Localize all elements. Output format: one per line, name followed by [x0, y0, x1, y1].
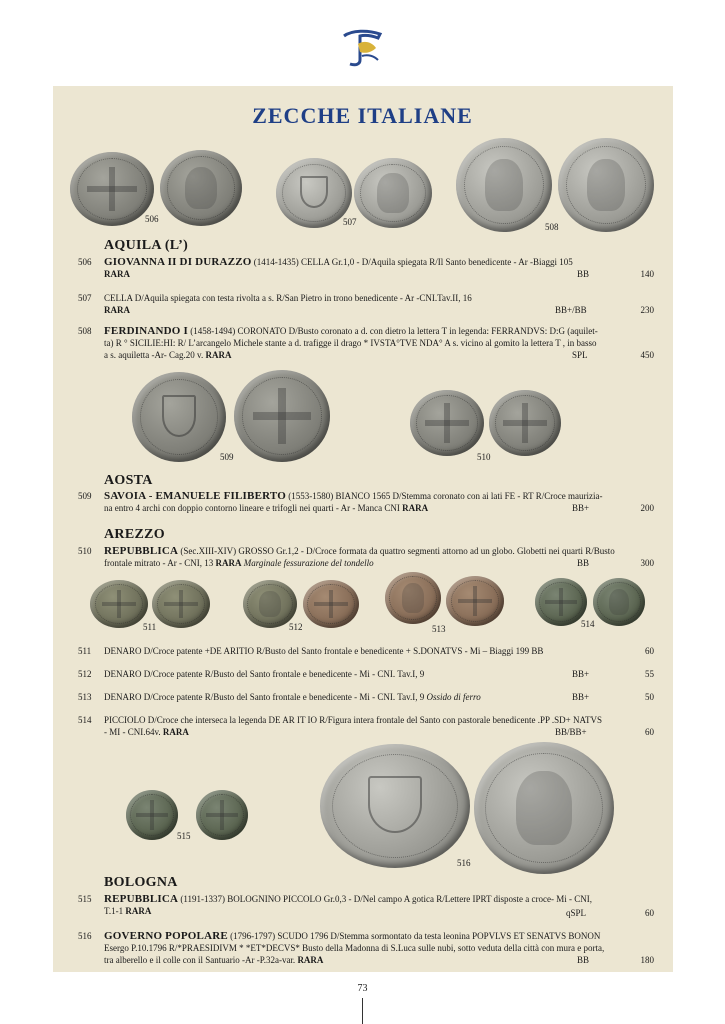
- lot-ruler: GOVERNO POPOLARE: [104, 930, 228, 942]
- coin-513-label: 513: [432, 624, 446, 634]
- lot-note: Ossido di ferro: [426, 692, 481, 702]
- lot-510: [78, 545, 668, 571]
- lot-506: [78, 256, 668, 282]
- lot-grade: BB+: [572, 503, 590, 513]
- lot-511: [78, 645, 668, 659]
- coin-510-label: 510: [477, 452, 491, 462]
- lot-note: Marginale fessurazione del tondello: [243, 558, 374, 568]
- lot-grade: BB+: [572, 692, 590, 702]
- lot-number: 511: [78, 646, 92, 656]
- lot-number: 514: [78, 715, 92, 725]
- coin-506-label: 506: [145, 214, 159, 224]
- lot-price: 60: [645, 646, 654, 656]
- coin-506-obverse: [70, 152, 154, 226]
- lot-description-line-2: frontale mitrato - Ar - CNI, 13: [104, 558, 214, 568]
- coin-516-label: 516: [457, 858, 471, 868]
- lot-description-line-2: - MI - CNI.64v.: [104, 727, 161, 737]
- page-title: ZECCHE ITALIANE: [252, 103, 473, 128]
- lot-description: PICCIOLO D/Croce che interseca la legenda DE AR IT IO R/Figura intera frontale del Santo con pastorale benedicente .PP .SD+ NATVS: [104, 715, 602, 725]
- coin-514-obverse: [535, 578, 587, 626]
- coin-510-obverse: [410, 390, 484, 456]
- coin-507-label: 507: [343, 217, 357, 227]
- lot-description: DENARO D/Croce patente +DE ARITIO R/Busto del Santo frontale e benedicente + S.DONATVS - Mi – Biaggi 199 BB: [104, 646, 544, 656]
- lot-description: (1414-1435) CELLA Gr.1,0 - D/Aquila spiegata R/Il Santo benedicente - Ar -Biaggi 105: [251, 257, 573, 267]
- lot-price: 60: [645, 908, 654, 918]
- coin-515-label: 515: [177, 831, 191, 841]
- lot-number: 509: [78, 491, 92, 501]
- coin-516-reverse: [474, 742, 614, 874]
- coin-511-obverse: [90, 580, 148, 628]
- lot-price: 50: [645, 692, 654, 702]
- lot-description: (1191-1337) BOLOGNINO PICCOLO Gr.0,3 - D/Nel campo A gotica R/Lettere IPRT disposte a croce- Mi - CNI,: [178, 894, 593, 904]
- lot-description: DENARO D/Croce patente R/Busto del Santo frontale e benedicente - Mi - CNI. Tav.I, 9: [104, 669, 425, 679]
- lot-number: 512: [78, 669, 92, 679]
- lot-grade: BB/BB+: [555, 727, 587, 737]
- coin-512-reverse: [303, 580, 359, 628]
- lot-price: 200: [640, 503, 654, 513]
- lot-number: 507: [78, 293, 92, 303]
- coin-511-label: 511: [143, 622, 157, 632]
- section-heading-aquila: AQUILA (L’): [104, 238, 189, 253]
- lot-grade: BB: [577, 269, 590, 279]
- lot-description: CELLA D/Aquila spiegata con testa rivolta a s. R/San Pietro in trono benedicente - Ar -CNI.Tav.II, 16: [104, 293, 472, 303]
- lot-rarity: RARA: [215, 558, 242, 568]
- lot-rarity: RARA: [402, 503, 429, 513]
- lot-507: [78, 292, 668, 318]
- lot-number: 513: [78, 692, 92, 702]
- lot-description: DENARO D/Croce patente R/Busto del Santo frontale e benedicente - Mi - CNI. Tav.I, 9: [104, 692, 425, 702]
- lot-ruler: FERDINANDO I: [104, 325, 188, 337]
- lot-number: 515: [78, 894, 92, 904]
- lot-number: 506: [78, 257, 92, 267]
- lot-grade: qSPL: [566, 908, 587, 918]
- lot-price: 180: [640, 955, 654, 965]
- lot-price: 60: [645, 727, 654, 737]
- lot-description-line-2: ta) R ° SICILIE:HI: R/ L’arcangelo Michele stante a d. trafigge il drago * IVSTA°TVE NDA° A s. vicino al gomito la lettera T , in basso: [104, 338, 597, 348]
- publisher-logo-icon: [338, 26, 386, 68]
- lot-512: [78, 668, 668, 682]
- lot-price: 230: [640, 305, 654, 315]
- lot-rarity: RARA: [162, 727, 189, 737]
- footer-rule: [362, 998, 363, 1024]
- lot-price: 300: [640, 558, 654, 568]
- coin-509-obverse: [132, 372, 226, 462]
- lot-price: 140: [640, 269, 654, 279]
- lot-description-line-3: a s. aquiletta -Ar- Cag.20 v.: [104, 350, 204, 360]
- lot-515: [78, 893, 668, 919]
- coin-513-reverse: [446, 576, 504, 626]
- section-heading-bologna: BOLOGNA: [104, 875, 178, 890]
- coin-507-reverse: [354, 158, 432, 228]
- lot-description: (1553-1580) BIANCO 1565 D/Stemma coronato con ai lati FE - RT R/Croce maurizia-: [285, 491, 603, 501]
- lot-description-line-2: na entro 4 archi con doppio contorno lineare e trifogli nei quarti - Ar - Manca CNI: [104, 503, 400, 513]
- coin-516-obverse: [320, 744, 470, 868]
- lot-grade: BB: [577, 558, 590, 568]
- coin-515-reverse: [196, 790, 248, 840]
- coin-506-reverse: [160, 150, 242, 226]
- lot-grade: BB+: [572, 669, 590, 679]
- lot-rarity: RARA: [297, 955, 324, 965]
- coin-511-reverse: [152, 580, 210, 628]
- lot-rarity: RARA: [104, 305, 130, 315]
- lot-description-line-2: Esergo P.10.1796 R/*PRAESIDIVM * *ET*DECVS* Busto della Madonna di S.Luca sulle nubi, sotto veduta della città con mura e porta,: [104, 943, 605, 953]
- lot-price: 450: [640, 350, 654, 360]
- lot-509: [78, 490, 668, 516]
- lot-description: (1796-1797) SCUDO 1796 D/Stemma sormontato da testa leonina POPVLVS ET SENATVS BONON: [227, 931, 601, 941]
- coin-508-reverse: [558, 138, 654, 232]
- lot-ruler: SAVOIA - EMANUELE FILIBERTO: [104, 490, 286, 502]
- lot-ruler: GIOVANNA II DI DURAZZO: [104, 256, 252, 268]
- lot-number: 516: [78, 931, 92, 941]
- coin-509-label: 509: [220, 452, 234, 462]
- coin-508-obverse: [456, 138, 552, 232]
- lot-grade: BB+/BB: [555, 305, 587, 315]
- section-heading-aosta: AOSTA: [104, 473, 153, 488]
- coin-514-reverse: [593, 578, 645, 626]
- coin-515-obverse: [126, 790, 178, 840]
- lot-grade: BB: [577, 955, 590, 965]
- lot-516: [78, 930, 668, 968]
- lot-514: [78, 714, 668, 740]
- lot-ruler: REPUBBLICA: [104, 893, 179, 905]
- page-number: 73: [357, 983, 368, 994]
- lot-513: [78, 691, 668, 705]
- coin-513-obverse: [385, 572, 441, 624]
- coin-507-obverse: [276, 158, 352, 228]
- lot-ruler: REPUBBLICA: [104, 545, 179, 557]
- lot-rarity: RARA: [205, 350, 232, 360]
- section-heading-arezzo: AREZZO: [104, 527, 165, 542]
- lot-description-line-2: T.1-1: [104, 906, 124, 916]
- lot-number: 508: [78, 326, 92, 336]
- lot-description: (1458-1494) CORONATO D/Busto coronato a d. con dietro la lettera T in legenda: FERRANDVS: D:G (aquilet-: [188, 326, 598, 336]
- lot-number: 510: [78, 546, 92, 556]
- coin-510-reverse: [489, 390, 561, 456]
- lot-508: [78, 325, 668, 363]
- lot-rarity: RARA: [125, 906, 152, 916]
- coin-512-obverse: [243, 580, 297, 628]
- coin-509-reverse: [234, 370, 330, 462]
- lot-description-line-3: tra alberello e il colle con il Santuario -Ar -P.32a-var.: [104, 955, 296, 965]
- lot-description: (Sec.XIII-XIV) GROSSO Gr.1,2 - D/Croce formata da quattro segmenti attorno ad un globo. Globetti nei quarti R/Busto: [178, 546, 615, 556]
- lot-price: 55: [645, 669, 654, 679]
- lot-rarity: RARA: [104, 269, 130, 279]
- coin-514-label: 514: [581, 619, 595, 629]
- coin-508-label: 508: [545, 222, 559, 232]
- lot-grade: SPL: [572, 350, 588, 360]
- coin-512-label: 512: [289, 622, 303, 632]
